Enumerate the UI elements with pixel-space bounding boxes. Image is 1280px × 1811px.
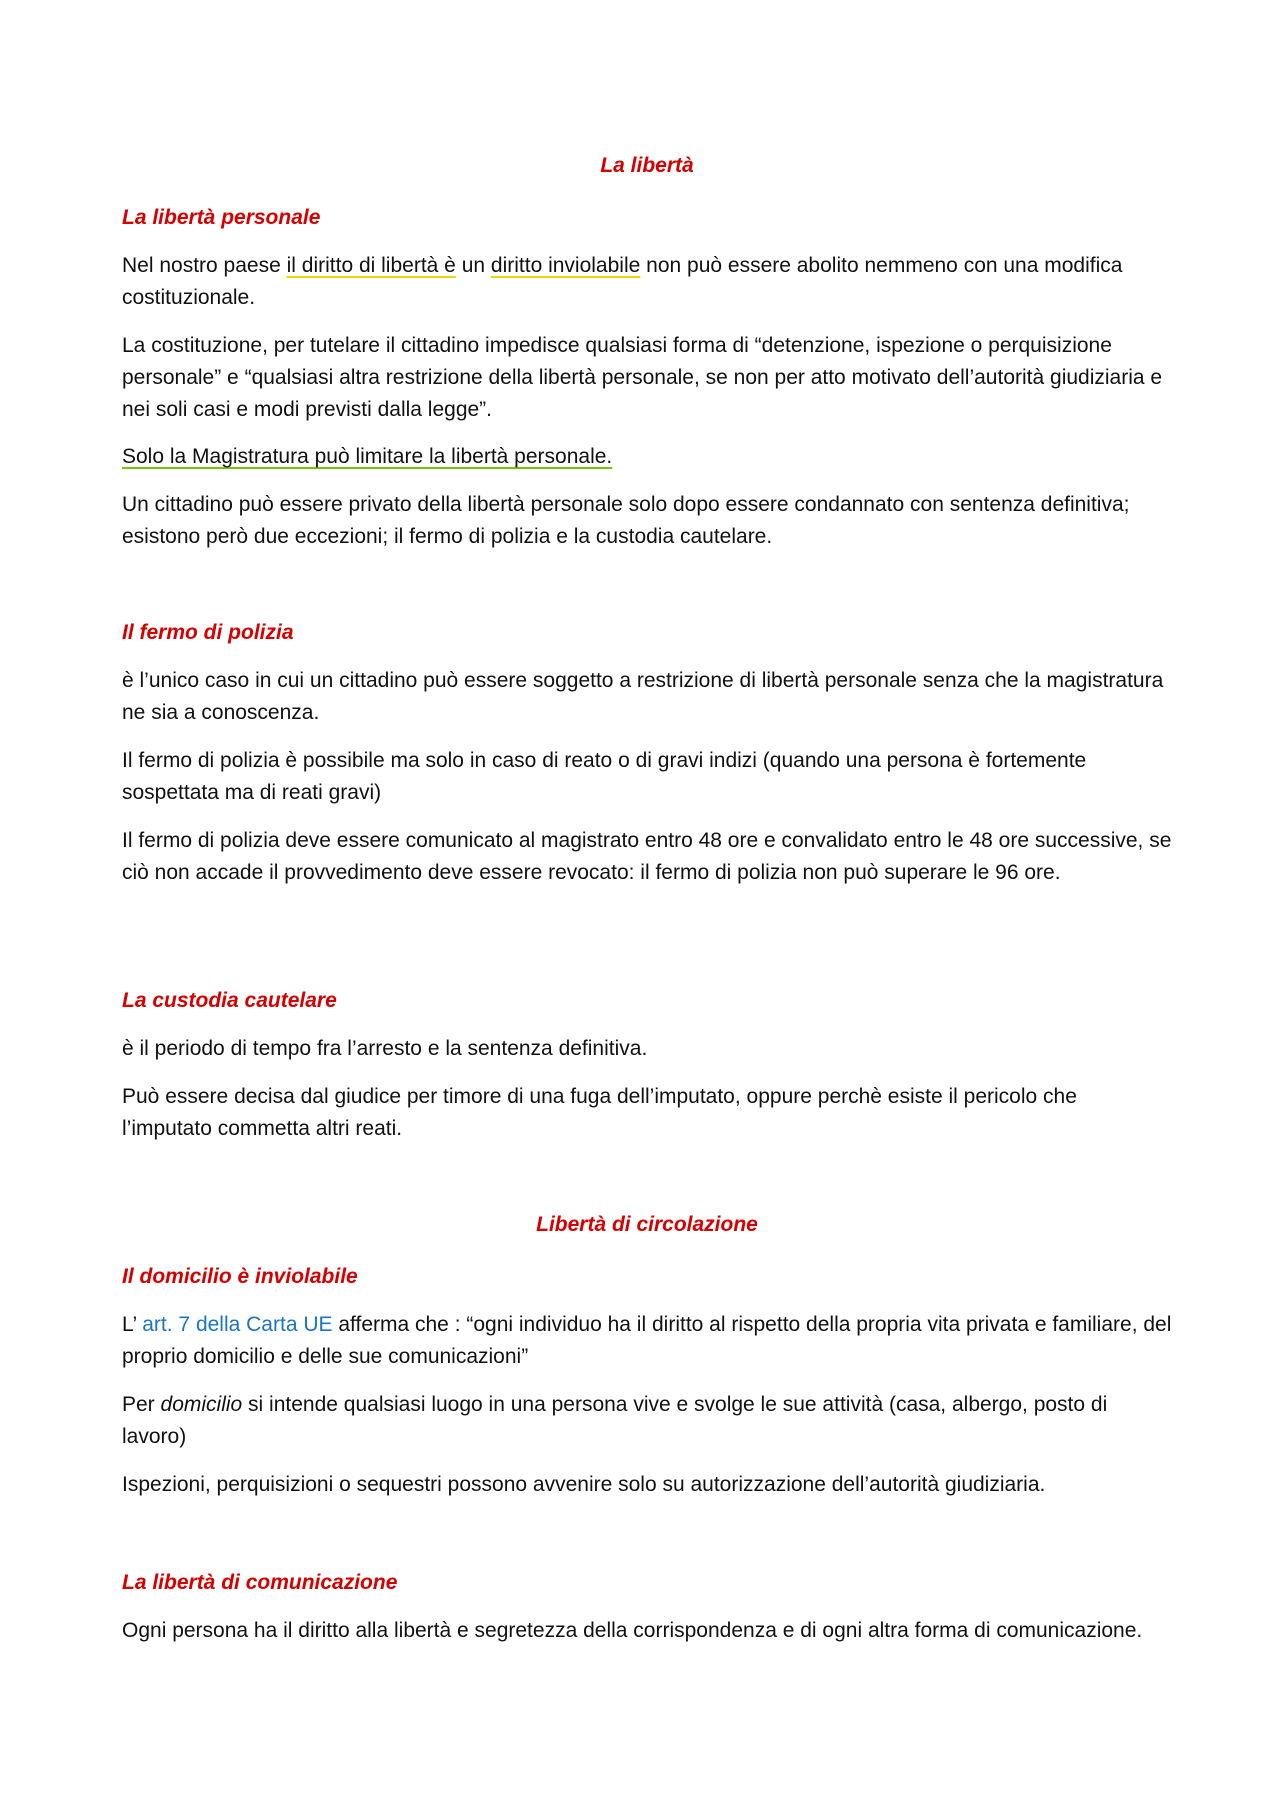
text-fragment: non può essere abolito nemmeno con una modifica costituzionale. — [122, 254, 1123, 309]
link-art-7-carta-ue[interactable]: art. 7 della Carta UE — [142, 1313, 333, 1336]
heading-liberta-comunicazione: La libertà di comunicazione — [122, 1571, 398, 1594]
paragraph-personale-4: Un cittadino può essere privato della libertà personale solo dopo essere condannato con sentenza definitiva; esistono però due eccezioni; il fermo di polizia e la custodia cautelare. — [122, 493, 1130, 548]
paragraph-domicilio-2 — [122, 1389, 1172, 1453]
paragraph-custodia-1: è il periodo di tempo fra l’arresto e la sentenza definitiva. — [122, 1037, 648, 1060]
paragraph-fermo-1: è l’unico caso in cui un cittadino può essere soggetto a restrizione di libertà personale senza che la magistratura ne sia a conoscenza. — [122, 669, 1164, 724]
text-fragment: un — [455, 254, 491, 277]
highlight-diritto-inviolabile: diritto inviolabile — [490, 254, 641, 277]
document-title: La libertà — [600, 154, 694, 177]
text-fragment: L’ — [122, 1313, 143, 1336]
paragraph-domicilio-1 — [122, 1309, 1172, 1373]
heading-domicilio: Il domicilio è inviolabile — [122, 1265, 358, 1288]
section-title-circolazione: Libertà di circolazione — [536, 1213, 758, 1236]
paragraph-personale-3 — [122, 441, 1172, 473]
text-fragment: Per — [122, 1393, 161, 1416]
heading-custodia-cautelare: La custodia cautelare — [122, 989, 337, 1012]
highlight-magistratura: Solo la Magistratura può limitare la libertà personale. — [122, 445, 613, 468]
paragraph-fermo-2: Il fermo di polizia è possibile ma solo in caso di reato o di gravi indizi (quando una persona è fortemente sospettata ma di reati gravi) — [122, 749, 1087, 804]
paragraph-fermo-3: Il fermo di polizia deve essere comunicato al magistrato entro 48 ore e convalidato entro le 48 ore successive, se ciò non accade il provvedimento deve essere revocato: il fermo di polizia non può superare le 96 ore. — [122, 829, 1172, 884]
paragraph-personale-1 — [122, 250, 1172, 314]
emphasis-domicilio: domicilio — [160, 1393, 243, 1416]
paragraph-custodia-2: Può essere decisa dal giudice per timore di una fuga dell’imputato, oppure perchè esiste il pericolo che l’imputato commetta altri reati. — [122, 1085, 1077, 1140]
heading-liberta-personale: La libertà personale — [122, 206, 321, 229]
text-fragment: si intende qualsiasi luogo in una persona vive e svolge le sue attività (casa, albergo, posto di lavoro) — [122, 1393, 1108, 1448]
paragraph-comunicazione-1: Ogni persona ha il diritto alla libertà e segretezza della corrispondenza e di ogni altra forma di comunicazione. — [122, 1619, 1143, 1642]
text-fragment: Nel nostro paese — [122, 254, 287, 277]
paragraph-domicilio-3: Ispezioni, perquisizioni o sequestri possono avvenire solo su autorizzazione dell’autorità giudiziaria. — [122, 1473, 1046, 1496]
paragraph-personale-2: La costituzione, per tutelare il cittadino impedisce qualsiasi forma di “detenzione, ispezione o perquisizione personale” e “qualsiasi altra restrizione della libertà personale, se non per atto motivato dell’autorità giudiziaria e nei soli casi e modi previsti dalla legge”. — [122, 334, 1163, 421]
highlight-diritto-liberta: il diritto di libertà è — [286, 254, 456, 277]
heading-fermo-polizia: Il fermo di polizia — [122, 621, 294, 644]
text-fragment: afferma che : “ogni individuo ha il diritto al rispetto della propria vita privata e familiare, del proprio domicilio e delle sue comunicazioni” — [122, 1313, 1172, 1368]
